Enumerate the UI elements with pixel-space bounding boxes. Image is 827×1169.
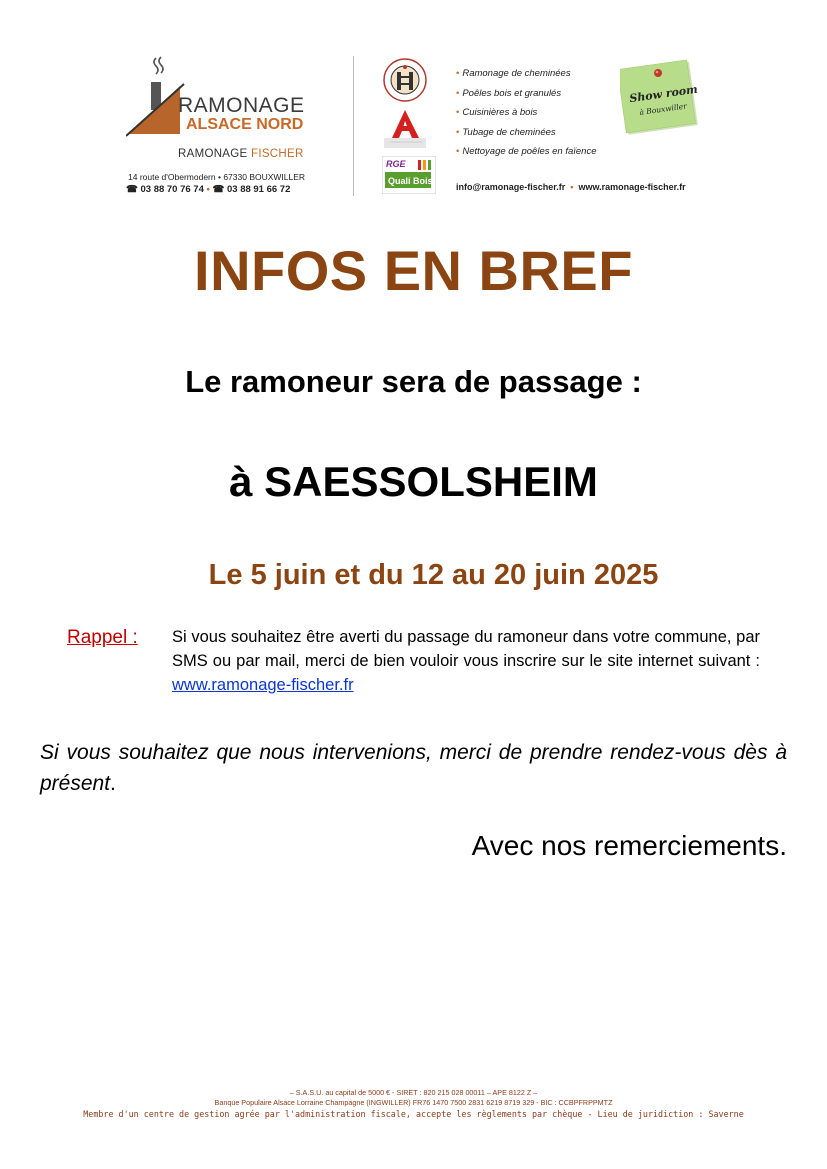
intervention-text: Si vous souhaitez que nous intervenions, merci de prendre rendez-vous dès à présent — [40, 741, 787, 795]
bullet-icon: • — [456, 146, 460, 157]
company-logo — [120, 52, 335, 202]
service-label: Poêles bois et granulés — [462, 87, 562, 99]
phone-1: 03 88 70 76 74 — [140, 184, 204, 195]
town-name: à SAESSOLSHEIM — [229, 458, 598, 505]
footer-bank: Banque Populaire Alsace Lorraine Champagne (INGWILLER) FR76 1470 7500 2831 6219 8719 329 - BIC : CCBPFRPPMTZ — [214, 1098, 613, 1107]
rappel-paragraph — [172, 625, 760, 697]
intervention-paragraph — [40, 737, 787, 799]
badge-quali-text: Quali Bois — [388, 176, 433, 186]
showroom-postit — [620, 60, 700, 140]
bullet-icon: • — [456, 126, 460, 138]
postit-line1: Show room — [628, 82, 699, 106]
service-label: Cuisinières à bois — [462, 107, 538, 118]
pushpin-icon — [654, 69, 662, 77]
brand-region: ALSACE NORD — [186, 116, 304, 133]
chimney-sweep-medal-icon — [382, 56, 428, 104]
separator-dot: • — [206, 184, 213, 195]
bullet-icon: • — [456, 68, 460, 79]
service-label: Ramonage de cheminées — [462, 68, 571, 79]
page-footer — [0, 1088, 827, 1120]
vertical-divider — [353, 56, 354, 196]
passage-heading: Le ramoneur sera de passage : — [185, 364, 642, 399]
email-address[interactable]: info@ramonage-fischer.fr — [456, 182, 566, 192]
bullet-icon: • — [456, 87, 460, 99]
brand-subtitle-a: RAMONAGE — [178, 148, 251, 160]
website-link[interactable]: www.ramonage-fischer.fr — [172, 676, 354, 694]
visit-dates: Le 5 juin et du 12 au 20 juin 2025 — [208, 559, 659, 591]
brand-name: RAMONAGE — [178, 94, 305, 117]
page-title: INFOS EN BREF — [194, 239, 633, 302]
service-item — [456, 142, 596, 162]
letterhead — [120, 52, 720, 202]
service-item — [456, 84, 596, 104]
brand-subtitle — [178, 148, 304, 160]
website-address[interactable]: www.ramonage-fischer.fr — [578, 182, 686, 192]
footer-membership: Membre d'un centre de gestion agrée par l'administration fiscale, accepte les règlements par chèque - Lieu de juridiction : Saverne — [83, 1109, 744, 1119]
service-label: Tubage de cheminées — [462, 126, 556, 138]
bullet-icon: • — [456, 107, 460, 118]
services-list — [456, 64, 596, 162]
rappel-label: Rappel : — [67, 627, 138, 648]
intervention-period: . — [110, 772, 116, 795]
phone-icon: ☎ — [212, 184, 225, 195]
certification-badges — [382, 56, 440, 196]
badge-rge-text: RGE — [386, 159, 406, 169]
contact-line — [456, 182, 686, 192]
postit-line2: à Bouxwiller — [638, 101, 688, 117]
separator-dot: • — [570, 182, 574, 192]
phone-icon: ☎ — [126, 184, 138, 195]
rge-qualibois-icon — [382, 156, 436, 194]
closing-thanks: Avec nos remerciements. — [471, 830, 787, 861]
certification-a-icon — [382, 108, 428, 150]
footer-legal: – S.A.S.U. au capital de 5000 € - SIRET : 820 215 028 00011 – APE 8122 Z – — [289, 1088, 538, 1097]
service-label: Nettoyage de poêles en faïence — [462, 146, 597, 157]
brand-subtitle-b: FISCHER — [251, 148, 304, 160]
company-address: 14 route d'Obermodern • 67330 BOUXWILLER — [128, 172, 306, 182]
phone-2: 03 88 91 66 72 — [226, 184, 291, 195]
service-item — [456, 123, 596, 143]
company-phones — [126, 184, 290, 195]
service-item — [456, 103, 596, 123]
rappel-text: Si vous souhaitez être averti du passage du ramoneur dans votre commune, par SMS ou par mail, merci de bien vouloir vous inscrire sur le site internet suivant : — [172, 628, 760, 670]
chimney-roof-icon — [126, 54, 186, 139]
service-item — [456, 64, 596, 84]
